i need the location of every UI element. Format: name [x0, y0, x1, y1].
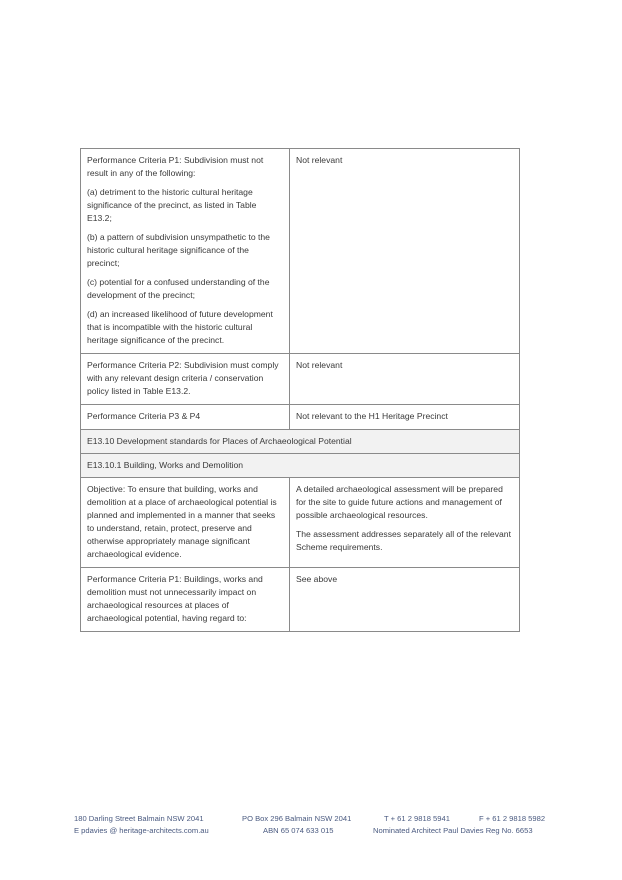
cell-paragraph: Performance Criteria P3 & P4: [87, 411, 201, 421]
footer-row: [74, 825, 554, 837]
response-cell: [290, 149, 520, 354]
cell-paragraph: A detailed archaeological assessment will be prepared for the site to guide future actions and management of possible archaeological resources.: [296, 484, 503, 520]
cell-paragraph: Performance Criteria P1: Subdivision must not result in any of the following:: [87, 155, 264, 178]
cell-paragraph: (b) a pattern of subdivision unsympathetic to the historic cultural heritage significance of the precinct;: [87, 232, 270, 268]
cell-paragraph: (d) an increased likelihood of future development that is incompatible with the historic cultural heritage significance of the precinct.: [87, 309, 273, 345]
cell-paragraph: Not relevant: [296, 360, 343, 370]
cell-paragraph: Not relevant: [296, 155, 343, 165]
cell-paragraph: See above: [296, 574, 338, 584]
cell-paragraph: Objective: To ensure that building, works and demolition at a place of archaeological potential is planned and implemented in a manner that seeks to understand, retain, protect, preserve and otherwise appropriately manage significant archaeological evidence.: [87, 484, 277, 559]
subsection-heading: E13.10.1 Building, Works and Demolition: [81, 454, 520, 478]
cell-paragraph: (a) detriment to the historic cultural heritage significance of the precinct, as listed in Table E13.2;: [87, 187, 257, 223]
cell-paragraph: Performance Criteria P2: Subdivision must comply with any relevant design criteria / conservation policy listed in Table E13.2.: [87, 360, 279, 396]
criteria-cell: [81, 405, 290, 430]
cell-paragraph: The assessment addresses separately all of the relevant Scheme requirements.: [296, 529, 511, 552]
table-row: [81, 478, 520, 568]
footer-email[interactable]: E pdavies @ heritage-architects.com.au: [74, 826, 209, 835]
section-heading-row: [81, 454, 520, 478]
footer-row: [74, 813, 554, 825]
section-heading-row: [81, 430, 520, 454]
cell-paragraph: Performance Criteria P1: Buildings, works and demolition must not unnecessarily impact on archaeological resources at places of archaeological potential, having regard to:: [87, 574, 263, 623]
criteria-cell: [81, 149, 290, 354]
response-cell: [290, 405, 520, 430]
criteria-table: [80, 148, 520, 632]
section-heading: E13.10 Development standards for Places of Archaeological Potential: [81, 430, 520, 454]
cell-paragraph: (c) potential for a confused understanding of the development of the precinct;: [87, 277, 270, 300]
table-row: [81, 405, 520, 430]
footer-architect: Nominated Architect Paul Davies Reg No. 6653: [373, 826, 533, 835]
table-row: [81, 568, 520, 632]
footer-po-box: PO Box 296 Balmain NSW 2041: [242, 814, 352, 823]
footer-phone: T + 61 2 9818 5941: [384, 814, 450, 823]
response-cell: [290, 354, 520, 405]
page-footer: [74, 813, 554, 837]
criteria-cell: [81, 478, 290, 568]
footer-fax: F + 61 2 9818 5982: [479, 814, 546, 823]
table-row: [81, 354, 520, 405]
footer-address: 180 Darling Street Balmain NSW 2041: [74, 814, 204, 823]
response-cell: [290, 568, 520, 632]
criteria-cell: [81, 354, 290, 405]
response-cell: [290, 478, 520, 568]
footer-abn: ABN 65 074 633 015: [263, 826, 334, 835]
criteria-cell: [81, 568, 290, 632]
cell-paragraph: Not relevant to the H1 Heritage Precinct: [296, 411, 448, 421]
table-row: [81, 149, 520, 354]
